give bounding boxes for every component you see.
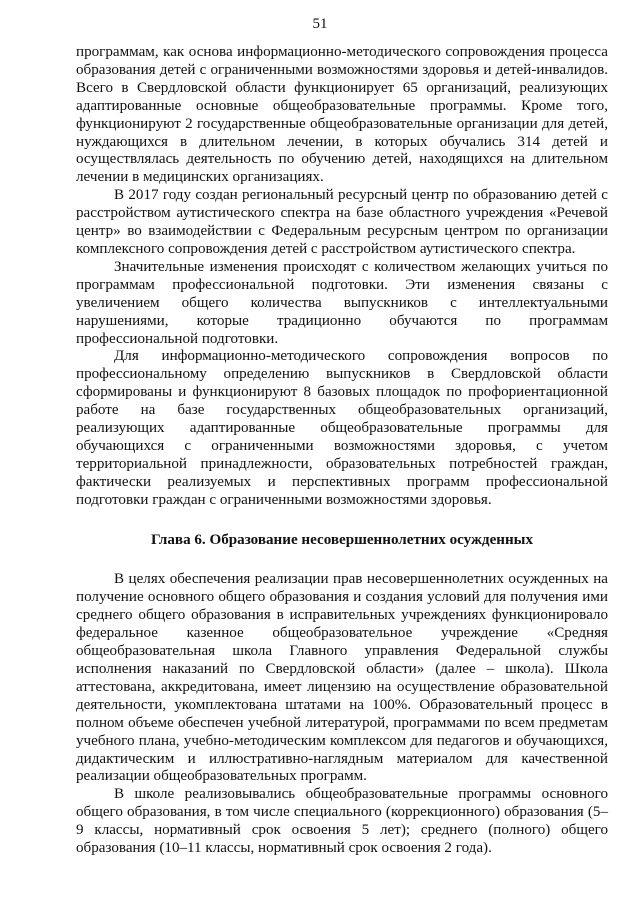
paragraph-professional-training: Значительные изменения происходят с количеством желающих учиться по программам профессиональной подготовки. Эти изменения связаны с увеличением общего количества выпускников с интеллектуальными нарушениями, которые традиционно обучаются по программам профессиональной подготовки. bbox=[76, 258, 608, 347]
paragraph-career-guidance: Для информационно-методического сопровождения вопросов по профессиональному определению выпускников в Свердловской области сформированы и функционируют 8 базовых площадок по профориентационной работе на базе государственных общеобразовательных организаций, реализующих адаптированные общеобразовательные программы для обучающихся с ограниченными возможностями здоровья, с учетом территориальной принадлежности, образовательных потребностей граждан, фактически реализуемых и перспективных программ профессиональной подготовки граждан с ограниченными возможностями здоровья. bbox=[76, 348, 608, 508]
page-body bbox=[76, 44, 608, 858]
paragraph-resource-center: В 2017 году создан региональный ресурсный центр по образованию детей с расстройством аутистического спектра на базе областного учреждения «Речевой центр» во взаимодействии с Федеральным ресурсным центром по организации комплексного сопровождения детей с расстройством аутистического спектра. bbox=[76, 187, 608, 257]
paragraph-school-provision: В целях обеспечения реализации прав несовершеннолетних осужденных на получение основного общего образования и создания условий для получения ими среднего общего образования в исправительных учреждениях функционировало федеральное казенное общеобразовательное учреждение «Средняя общеобразовательная школа Главного управления Федеральной службы исполнения наказаний по Свердловской области» (далее – школа). Школа аттестована, аккредитована, имеет лицензию на осуществление образовательной деятельности, укомплектована штатами на 100%. Образовательный процесс в полном объеме обеспечен учебной литературой, программами по всем предметам учебного плана, учебно-методическим комплексом для педагогов и обучающихся, дидактическим и иллюстративно-наглядным материалом для качественной реализации общеобразовательных программ. bbox=[76, 571, 608, 785]
paragraph-continuation: программам, как основа информационно-методического сопровождения процесса образования детей с ограниченными возможностями здоровья и детей-инвалидов. Всего в Свердловской области функционирует 65 организаций, реализующих адаптированные основные общеобразовательные программы. Кроме того, функционируют 2 государственные общеобразовательные организации для детей, нуждающихся в длительном лечении, в которых обучались 314 детей и осуществлялась деятельность по обучению детей, находящихся на длительном лечении в медицинских организациях. bbox=[76, 44, 608, 186]
chapter-heading: Глава 6. Образование несовершеннолетних осужденных bbox=[151, 531, 533, 548]
paragraph-school-programs: В школе реализовывались общеобразовательные программы основного общего образования, в том числе специального (коррекционного) образования (5–9 классы, нормативный срок освоения 5 лет); среднего (полного) общего образования (10–11 классы, нормативный срок освоения 2 года). bbox=[76, 786, 608, 857]
page-number: 51 bbox=[312, 16, 328, 32]
